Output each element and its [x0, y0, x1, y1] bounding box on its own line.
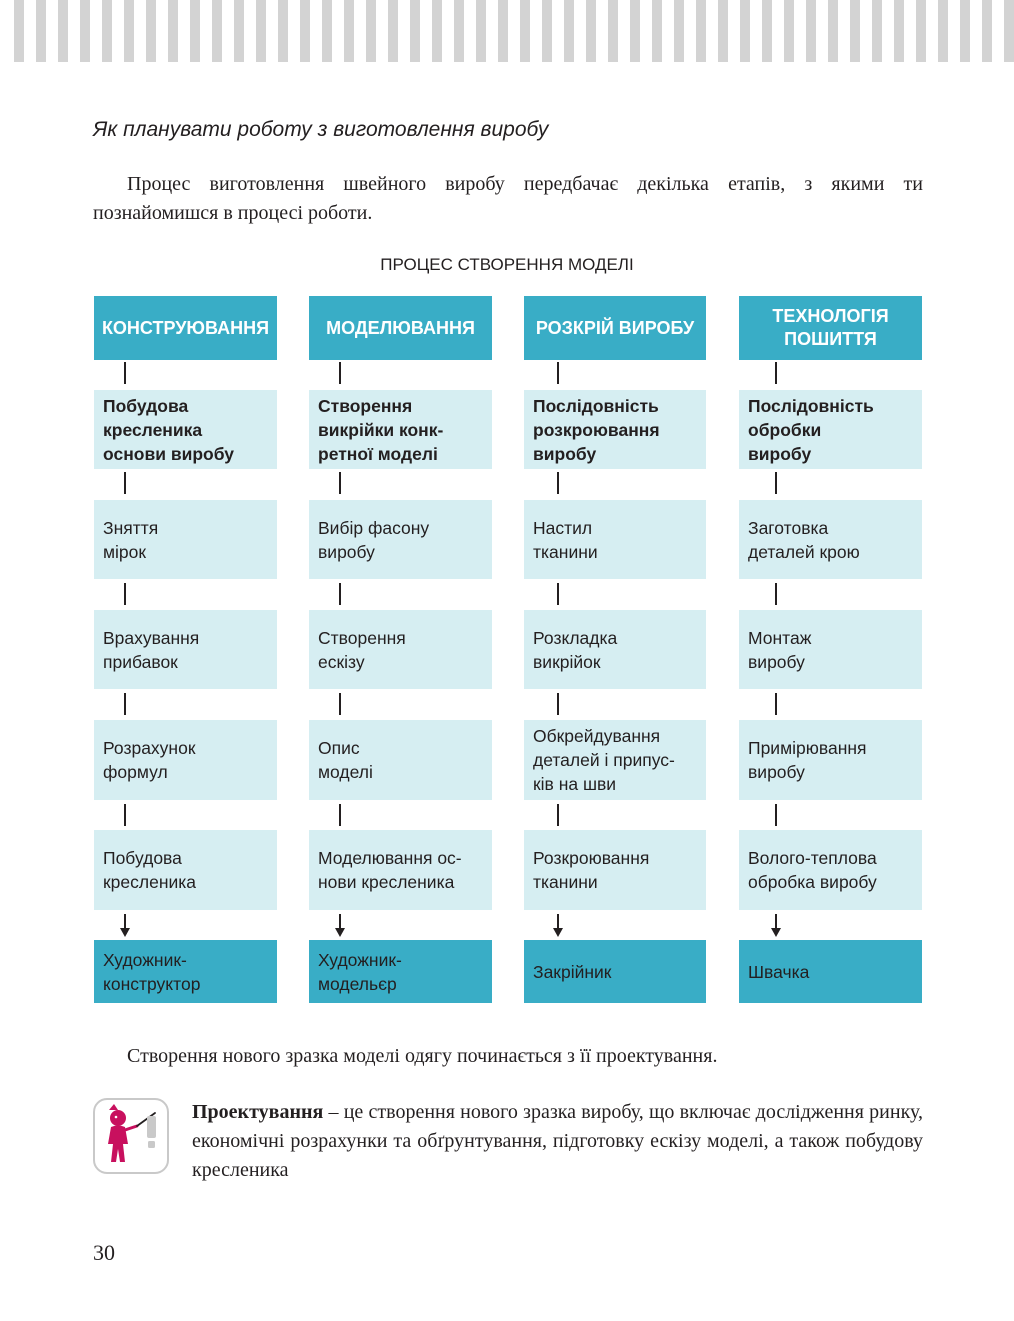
- stripe: [542, 0, 552, 62]
- stripe: [674, 0, 684, 62]
- connector-line: [557, 583, 559, 605]
- step-cell: Настил тканини: [524, 500, 706, 579]
- arrow-down-icon: [771, 928, 781, 937]
- step-cell: Зняття мірок: [94, 500, 277, 579]
- arrow-down-icon: [553, 928, 563, 937]
- stripe: [80, 0, 90, 62]
- connector-line: [557, 472, 559, 494]
- stripe: [234, 0, 244, 62]
- result-cell: Швачка: [739, 940, 922, 1003]
- page-number: 30: [93, 1240, 115, 1265]
- top-stripe-border: [0, 0, 1014, 62]
- stripe: [520, 0, 530, 62]
- stripe: [1004, 0, 1014, 62]
- step-cell: Монтаж виробу: [739, 610, 922, 689]
- column-header-sewing-technology: ТЕХНОЛОГІЯ ПОШИТТЯ: [739, 296, 922, 360]
- stripe: [410, 0, 420, 62]
- stripe: [916, 0, 926, 62]
- stripe: [630, 0, 640, 62]
- step-cell: Моделювання ос- нови кресленика: [309, 830, 492, 910]
- stripe: [454, 0, 464, 62]
- stripe: [278, 0, 288, 62]
- stripe: [498, 0, 508, 62]
- connector-line: [124, 362, 126, 384]
- definition-paragraph: [192, 1098, 923, 1185]
- stripe: [36, 0, 46, 62]
- step-cell: Створення викрійки конк- ретної моделі: [309, 390, 492, 469]
- stripe: [872, 0, 882, 62]
- stripe: [718, 0, 728, 62]
- stripe: [58, 0, 68, 62]
- stripe: [102, 0, 112, 62]
- result-cell: Художник- модельєр: [309, 940, 492, 1003]
- stripe: [190, 0, 200, 62]
- connector-line: [124, 804, 126, 826]
- column-header-construction: КОНСТРУЮВАННЯ: [94, 296, 277, 360]
- stripe: [652, 0, 662, 62]
- connector-line: [124, 693, 126, 715]
- stripe: [14, 0, 24, 62]
- step-cell: Примірювання виробу: [739, 720, 922, 800]
- definition-text: – це створення нового зразка виробу, що включає дослідження ринку, економічні розрахунки та обґрунтування, підготовку ескізу моделі, а також побудову кресленика: [192, 1101, 923, 1181]
- result-cell: Закрійник: [524, 940, 706, 1003]
- stripe: [476, 0, 486, 62]
- stripe: [146, 0, 156, 62]
- stripe: [938, 0, 948, 62]
- step-cell: Створення ескізу: [309, 610, 492, 689]
- connector-line: [557, 804, 559, 826]
- stripe: [740, 0, 750, 62]
- stripe: [366, 0, 376, 62]
- step-cell: Послідовність обробки виробу: [739, 390, 922, 469]
- column-header-modeling: МОДЕЛЮВАННЯ: [309, 296, 492, 360]
- stripe: [696, 0, 706, 62]
- connector-line: [775, 472, 777, 494]
- stripe: [960, 0, 970, 62]
- stripe: [124, 0, 134, 62]
- connector-line: [775, 693, 777, 715]
- stripe: [982, 0, 992, 62]
- stripe: [828, 0, 838, 62]
- stripe: [388, 0, 398, 62]
- stripe: [586, 0, 596, 62]
- step-cell: Обкрейдування деталей і припус- ків на шви: [524, 720, 706, 800]
- connector-line: [124, 914, 126, 928]
- connector-line: [339, 914, 341, 928]
- connector-line: [775, 362, 777, 384]
- step-cell: Побудова кресленика основи виробу: [94, 390, 277, 469]
- step-cell: Заготовка деталей крою: [739, 500, 922, 579]
- connector-line: [339, 693, 341, 715]
- chart-title: ПРОЦЕС СТВОРЕННЯ МОДЕЛІ: [380, 255, 634, 274]
- pointing-figure-icon: [95, 1100, 167, 1172]
- teacher-note-icon: [93, 1098, 169, 1174]
- stripe: [608, 0, 618, 62]
- stripe: [806, 0, 816, 62]
- stripe: [894, 0, 904, 62]
- stripe: [564, 0, 574, 62]
- step-cell: Вибір фасону виробу: [309, 500, 492, 579]
- step-cell: Врахування прибавок: [94, 610, 277, 689]
- step-cell: Волого-теплова обробка виробу: [739, 830, 922, 910]
- definition-term: Проектування: [192, 1101, 324, 1123]
- second-paragraph: Створення нового зразка моделі одягу починається з її проектування.: [127, 1045, 718, 1067]
- section-heading: Як планувати роботу з виготовлення виробу: [93, 118, 549, 141]
- intro-paragraph: Процес виготовлення швейного виробу передбачає декілька етапів, з якими ти познайомишся в процесі роботи.: [93, 173, 923, 224]
- connector-line: [775, 914, 777, 928]
- connector-line: [775, 583, 777, 605]
- stripe: [762, 0, 772, 62]
- stripe: [344, 0, 354, 62]
- stripe: [212, 0, 222, 62]
- stripe: [432, 0, 442, 62]
- step-cell: Розкроювання тканини: [524, 830, 706, 910]
- connector-line: [339, 362, 341, 384]
- connector-line: [557, 693, 559, 715]
- connector-line: [124, 583, 126, 605]
- step-cell: Побудова кресленика: [94, 830, 277, 910]
- arrow-down-icon: [120, 928, 130, 937]
- stripe: [784, 0, 794, 62]
- connector-line: [339, 804, 341, 826]
- connector-line: [124, 472, 126, 494]
- connector-line: [775, 804, 777, 826]
- connector-line: [557, 362, 559, 384]
- step-cell: Послідовність розкроювання виробу: [524, 390, 706, 469]
- stripe: [322, 0, 332, 62]
- step-cell: Розкладка викрійок: [524, 610, 706, 689]
- connector-line: [339, 583, 341, 605]
- stripe: [168, 0, 178, 62]
- step-cell: Розрахунок формул: [94, 720, 277, 800]
- column-header-cutting: РОЗКРІЙ ВИРОБУ: [524, 296, 706, 360]
- result-cell: Художник- конструктор: [94, 940, 277, 1003]
- connector-line: [557, 914, 559, 928]
- connector-line: [339, 472, 341, 494]
- arrow-down-icon: [335, 928, 345, 937]
- stripe: [300, 0, 310, 62]
- stripe: [256, 0, 266, 62]
- step-cell: Опис моделі: [309, 720, 492, 800]
- stripe: [850, 0, 860, 62]
